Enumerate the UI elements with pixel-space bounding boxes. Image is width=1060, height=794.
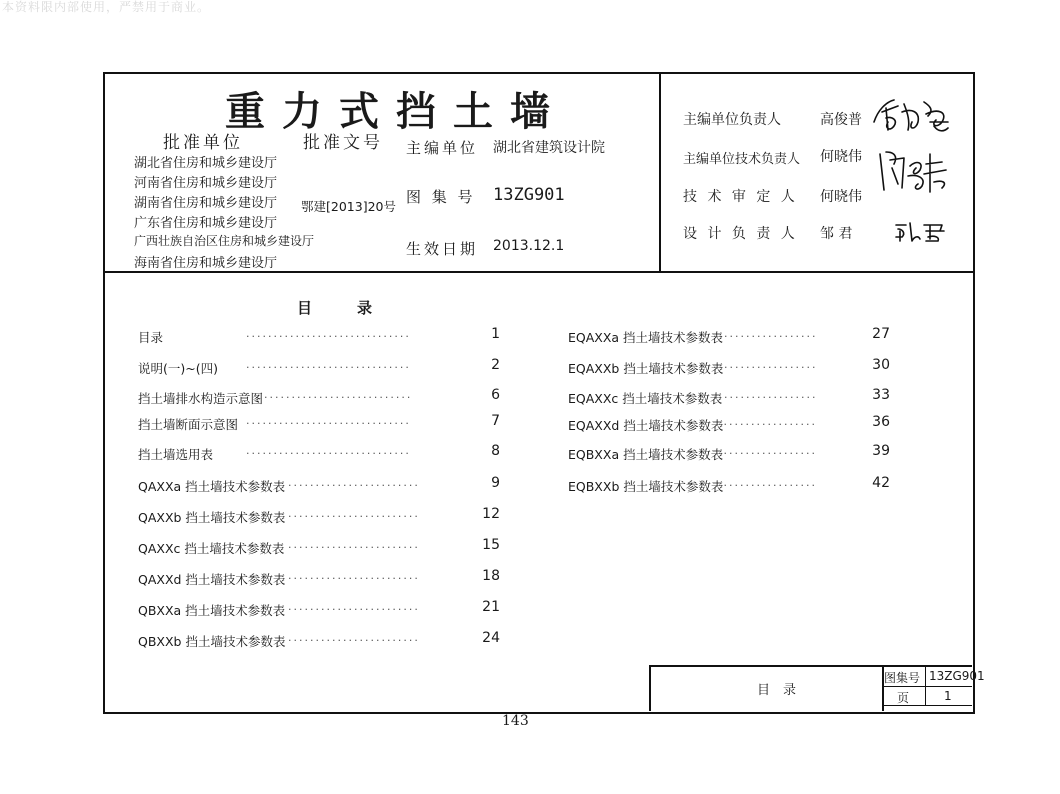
signature-he-xiaowei bbox=[876, 146, 956, 198]
document-title: 重力式挡土墙 bbox=[225, 88, 567, 135]
toc-entry-page: 7 bbox=[491, 413, 500, 429]
toc-leader-dots: .................. bbox=[718, 415, 817, 428]
toc-entry-title: QBXXb 挡土墙技术参数表 bbox=[138, 634, 286, 649]
title-block-top bbox=[649, 665, 972, 667]
toc-entry-page: 24 bbox=[482, 630, 500, 646]
person-name-2: 何晓伟 bbox=[820, 149, 862, 165]
toc-leader-dots: ................... bbox=[713, 388, 818, 401]
approval-unit-3: 湖南省住房和城乡建设厅 bbox=[134, 196, 278, 211]
toc-entry bbox=[138, 415, 508, 435]
toc-entry-page: 21 bbox=[482, 599, 500, 615]
person-name-3: 何晓伟 bbox=[820, 189, 862, 205]
toc-entry-page: 9 bbox=[491, 475, 500, 491]
toc-entry bbox=[568, 477, 898, 497]
toc-entry-title: 目录 bbox=[138, 330, 164, 345]
toc-entry-page: 30 bbox=[872, 357, 890, 373]
approval-doc-number: 鄂建[2013]20号 bbox=[301, 199, 396, 214]
person-name-1: 高俊普 bbox=[820, 112, 862, 128]
title-block-page-label: 页 bbox=[897, 691, 910, 705]
effective-date-label: 生效日期 bbox=[406, 240, 479, 258]
toc-leader-dots: .............................. bbox=[246, 414, 411, 427]
toc-leader-dots: ........................ bbox=[288, 538, 420, 551]
toc-entry-page: 42 bbox=[872, 475, 890, 491]
toc-entry bbox=[138, 328, 508, 348]
person-name-4: 邹 君 bbox=[820, 226, 853, 242]
toc-leader-dots: .................. bbox=[718, 444, 817, 457]
approval-unit-label: 批准单位 bbox=[163, 133, 243, 153]
toc-entry-page: 15 bbox=[482, 537, 500, 553]
toc-entry bbox=[568, 359, 898, 379]
title-block-left bbox=[649, 665, 651, 711]
toc-entry-title: QAXXb 挡土墙技术参数表 bbox=[138, 510, 286, 525]
toc-entry-page: 1 bbox=[491, 326, 500, 342]
header-separator bbox=[659, 72, 661, 273]
toc-entry-title: 挡土墙选用表 bbox=[138, 447, 214, 462]
toc-leader-dots: ................... bbox=[713, 358, 818, 371]
approval-unit-5: 广西壮族自治区住房和城乡建设厅 bbox=[134, 234, 315, 248]
toc-entry bbox=[138, 389, 508, 409]
approval-doc-label: 批准文号 bbox=[303, 133, 383, 153]
person-role-1: 主编单位负责人 bbox=[683, 112, 781, 128]
toc-leader-dots: ........................... bbox=[264, 388, 413, 401]
toc-entry bbox=[138, 445, 508, 465]
toc-entry bbox=[138, 477, 508, 497]
toc-entry-page: 6 bbox=[491, 387, 500, 403]
toc-entry-title: EQAXXb 挡土墙技术参数表 bbox=[568, 361, 724, 376]
toc-entry-title: EQAXXa 挡土墙技术参数表 bbox=[568, 330, 724, 345]
title-block-bottom-line bbox=[882, 705, 972, 706]
toc-leader-dots: .............................. bbox=[246, 444, 411, 457]
sheet-title: 目 录 bbox=[757, 683, 797, 698]
title-block-page-value: 1 bbox=[944, 689, 952, 703]
watermark-text: 本资料限内部使用，严禁用于商业。 bbox=[2, 0, 211, 14]
chief-editor-label: 主编单位 bbox=[406, 139, 479, 157]
toc-entry bbox=[568, 445, 898, 465]
toc-entry-title: QAXXa 挡土墙技术参数表 bbox=[138, 479, 286, 494]
toc-entry-page: 27 bbox=[872, 326, 890, 342]
toc-entry bbox=[138, 508, 508, 528]
header-divider bbox=[103, 271, 973, 273]
toc-leader-dots: .............................. bbox=[246, 358, 411, 371]
title-block-atlas-label: 图集号 bbox=[884, 671, 921, 685]
page-number: 143 bbox=[502, 713, 529, 729]
toc-entry-title: QAXXd 挡土墙技术参数表 bbox=[138, 572, 286, 587]
toc-leader-dots: ........................ bbox=[288, 600, 420, 613]
person-role-3: 技 术 审 定 人 bbox=[683, 189, 798, 205]
toc-entry-title: QBXXa 挡土墙技术参数表 bbox=[138, 603, 286, 618]
toc-leader-dots: .............................. bbox=[246, 327, 411, 340]
approval-unit-4: 广东省住房和城乡建设厅 bbox=[134, 216, 278, 231]
toc-entry-title: EQAXXc 挡土墙技术参数表 bbox=[568, 391, 723, 406]
approval-unit-6: 海南省住房和城乡建设厅 bbox=[134, 256, 278, 271]
toc-entry-page: 33 bbox=[872, 387, 890, 403]
toc-entry bbox=[568, 416, 898, 436]
toc-entry bbox=[568, 389, 898, 409]
toc-entry-title: 挡土墙排水构造示意图 bbox=[138, 391, 264, 406]
toc-leader-dots: ........................ bbox=[288, 476, 420, 489]
toc-entry-page: 8 bbox=[491, 443, 500, 459]
toc-leader-dots: ........................ bbox=[288, 631, 420, 644]
toc-heading: 目 录 bbox=[297, 299, 373, 317]
atlas-value: 13ZG901 bbox=[493, 185, 565, 205]
toc-entry-title: 说明(一)~(四) bbox=[138, 361, 218, 376]
toc-leader-dots: ................... bbox=[713, 327, 818, 340]
chief-editor-value: 湖北省建筑设计院 bbox=[493, 140, 605, 156]
toc-entry-title: EQBXXa 挡土墙技术参数表 bbox=[568, 447, 724, 462]
toc-entry-title: EQBXXb 挡土墙技术参数表 bbox=[568, 479, 724, 494]
toc-entry-title: QAXXc 挡土墙技术参数表 bbox=[138, 541, 285, 556]
approval-unit-2: 河南省住房和城乡建设厅 bbox=[134, 176, 278, 191]
effective-date-value: 2013.12.1 bbox=[493, 238, 565, 254]
toc-entry bbox=[138, 539, 508, 559]
toc-entry-page: 2 bbox=[491, 357, 500, 373]
toc-entry bbox=[568, 328, 898, 348]
toc-entry-page: 36 bbox=[872, 414, 890, 430]
title-block-inner-divider bbox=[925, 665, 926, 705]
title-block-mid bbox=[882, 686, 972, 687]
title-block-atlas-value: 13ZG901 bbox=[929, 669, 985, 683]
person-role-2: 主编单位技术负责人 bbox=[683, 152, 801, 167]
atlas-label: 图 集 号 bbox=[406, 188, 476, 206]
signature-gao-junpu bbox=[868, 92, 958, 136]
toc-entry bbox=[138, 570, 508, 590]
toc-entry-page: 12 bbox=[482, 506, 500, 522]
toc-entry-title: EQAXXd 挡土墙技术参数表 bbox=[568, 418, 724, 433]
approval-unit-1: 湖北省住房和城乡建设厅 bbox=[134, 156, 278, 171]
toc-entry-page: 18 bbox=[482, 568, 500, 584]
toc-entry bbox=[138, 359, 508, 379]
toc-entry-title: 挡土墙断面示意图 bbox=[138, 417, 239, 432]
person-role-4: 设 计 负 责 人 bbox=[683, 226, 798, 242]
toc-entry bbox=[138, 632, 508, 652]
toc-leader-dots: ........................ bbox=[288, 569, 420, 582]
signature-zou-jun bbox=[892, 219, 948, 245]
toc-entry-page: 39 bbox=[872, 443, 890, 459]
toc-entry bbox=[138, 601, 508, 621]
toc-leader-dots: ........................ bbox=[288, 507, 420, 520]
toc-leader-dots: .................. bbox=[718, 476, 817, 489]
